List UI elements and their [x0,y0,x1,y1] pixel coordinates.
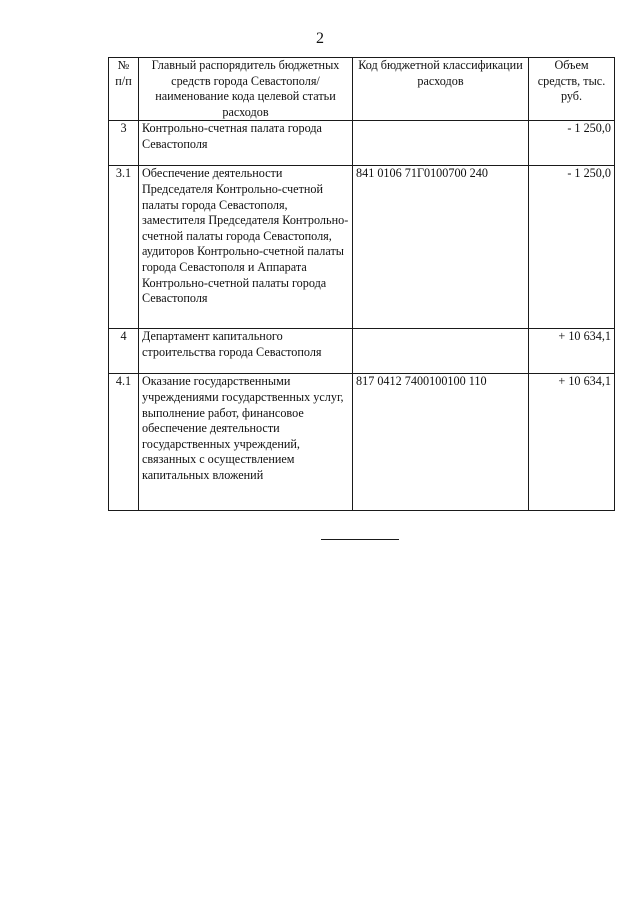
row-amount: - 1 250,0 [529,166,615,329]
header-budget-code: Код бюджетной классификации расходов [353,58,529,121]
row-number: 3.1 [109,166,139,329]
end-divider-line [321,539,399,540]
table-row [109,166,615,329]
row-number: 3 [109,121,139,166]
row-name: Контрольно-счетная палата города Севастополя [139,121,353,166]
budget-table [108,57,615,511]
row-number: 4.1 [109,374,139,511]
row-amount: + 10 634,1 [529,374,615,511]
header-amount: Объем средств, тыс. руб. [529,58,615,121]
row-name: Департамент капитального строительства города Севастополя [139,329,353,374]
table-row [109,374,615,511]
row-code [353,121,529,166]
row-number: 4 [109,329,139,374]
row-code [353,329,529,374]
page-number: 2 [316,30,324,47]
row-name: Оказание государственными учреждениями государственных услуг, выполнение работ, финансовое обеспечение деятельности государственных учреждений, связанных с осуществлением капитальных вложений [139,374,353,511]
row-name: Обеспечение деятельности Председателя Контрольно-счетной палаты города Севастополя, заместителя Председателя Контрольно-счетной палаты города Севастополя, аудиторов Контрольно-счетной палаты города Севастополя и Аппарата Контрольно-счетной палаты города Севастополя [139,166,353,329]
table-header-row [109,58,615,121]
row-amount: + 10 634,1 [529,329,615,374]
table-row [109,329,615,374]
row-amount: - 1 250,0 [529,121,615,166]
row-code: 817 0412 7400100100 110 [353,374,529,511]
header-manager-name: Главный распорядитель бюджетных средств города Севастополя/наименование кода целевой статьи расходов [139,58,353,121]
header-number: № п/п [109,58,139,121]
row-code: 841 0106 71Г0100700 240 [353,166,529,329]
table-row [109,121,615,166]
